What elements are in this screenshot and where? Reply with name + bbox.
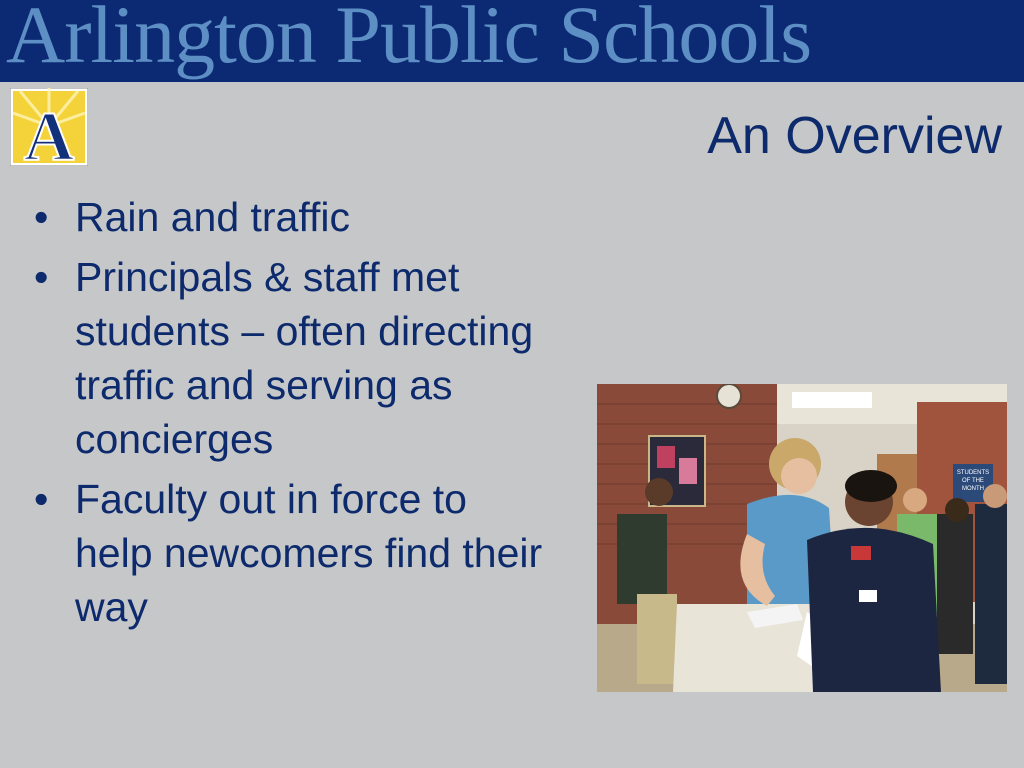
banner-title: Arlington Public Schools [6,0,812,80]
poster-text: STUDENTS [956,470,990,476]
header-banner [0,0,1024,82]
bullet-item [28,250,548,466]
bullet-glyph: • [34,254,49,300]
bullet-text: Faculty out in force to help newcomers find their way [75,476,543,630]
bullet-glyph: • [34,194,49,240]
logo-letter: A [23,99,75,166]
school-hallway-photo [597,384,1007,692]
bullet-list [28,190,548,640]
poster-text: MONTH [962,486,984,492]
bullet-glyph: • [34,476,49,522]
bullet-item [28,472,548,634]
slide-title: An Overview [707,107,1002,165]
bullet-text: Rain and traffic [75,194,351,240]
bullet-text: Principals & staff met students – often directing traffic and serving as concierges [75,254,534,462]
bullet-item [28,190,548,244]
poster-text: OF THE [962,478,984,484]
aps-a-logo-icon [10,88,88,166]
